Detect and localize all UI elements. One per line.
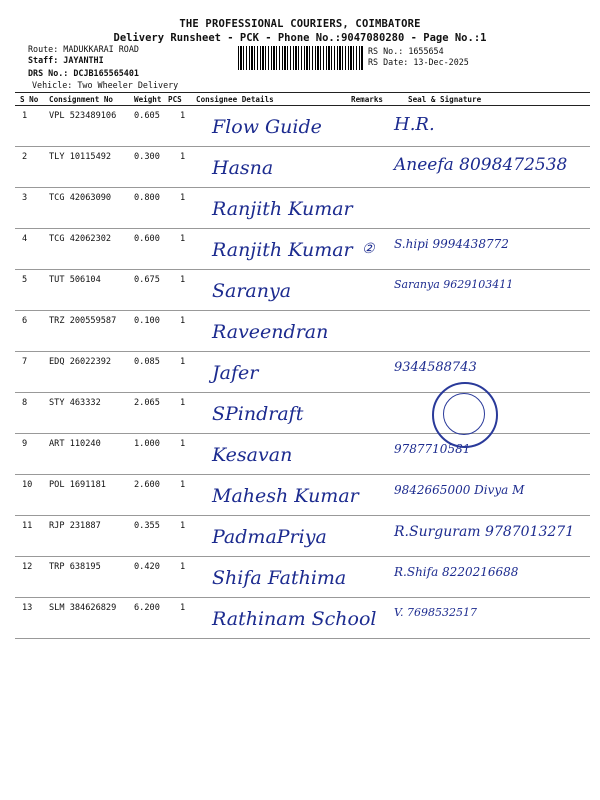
row-pcs: 1 xyxy=(180,275,186,285)
col-consignment: Consignment No xyxy=(49,95,114,104)
row-consignment-no: POL 1691181 xyxy=(49,480,106,490)
col-pcs: PCS xyxy=(168,95,182,104)
row-sno: 1 xyxy=(22,111,28,121)
row-consignee-handwriting: PadmaPriya xyxy=(212,526,327,548)
table-row xyxy=(0,352,600,393)
row-pcs: 1 xyxy=(180,439,186,449)
row-sno: 7 xyxy=(22,357,28,367)
row-consignment-no: TRP 638195 xyxy=(49,562,101,572)
table-row xyxy=(0,188,600,229)
row-consignee-handwriting: Hasna xyxy=(212,157,274,179)
table-row xyxy=(0,270,600,311)
row-consignee-handwriting: Raveendran xyxy=(212,321,329,343)
row-signature-handwriting: R.Shifa 8220216688 xyxy=(394,565,519,579)
row-sno: 8 xyxy=(22,398,28,408)
row-weight: 2.065 xyxy=(134,398,160,408)
table-row xyxy=(0,475,600,516)
row-consignment-no: TLY 10115492 xyxy=(49,152,112,162)
row-sno: 13 xyxy=(22,603,33,613)
row-sno: 6 xyxy=(22,316,28,326)
row-weight: 0.675 xyxy=(134,275,160,285)
row-consignment-no: TCG 42062302 xyxy=(49,234,112,244)
row-consignment-no: VPL 523489106 xyxy=(49,111,117,121)
table-row xyxy=(0,434,600,475)
row-signature-handwriting: Saranya 9629103411 xyxy=(394,278,514,291)
vehicle-label: Vehicle: Two Wheeler Delivery xyxy=(32,80,179,90)
row-consignee-handwriting: Saranya xyxy=(212,280,292,302)
row-sno: 9 xyxy=(22,439,28,449)
row-sno: 4 xyxy=(22,234,28,244)
row-sno: 11 xyxy=(22,521,33,531)
row-pcs: 1 xyxy=(180,480,186,490)
row-weight: 6.200 xyxy=(134,603,160,613)
row-signature-handwriting: V. 7698532517 xyxy=(394,606,477,619)
row-divider xyxy=(15,638,590,639)
row-consignee-handwriting: Kesavan xyxy=(212,444,293,466)
staff-label: Staff: JAYANTHI xyxy=(28,55,104,65)
row-consignment-no: EDQ 26022392 xyxy=(49,357,112,367)
row-pcs: 1 xyxy=(180,357,186,367)
route-label: Route: MADUKKARAI ROAD xyxy=(28,44,139,54)
row-consignment-no: STY 463332 xyxy=(49,398,101,408)
row-weight: 0.100 xyxy=(134,316,160,326)
row-signature-handwriting: S.hipi 9994438772 xyxy=(394,237,509,251)
row-pcs: 1 xyxy=(180,111,186,121)
row-sno: 12 xyxy=(22,562,33,572)
row-weight: 0.420 xyxy=(134,562,160,572)
row-pcs: 1 xyxy=(180,193,186,203)
row-weight: 0.600 xyxy=(134,234,160,244)
row-sno: 3 xyxy=(22,193,28,203)
col-weight: Weight xyxy=(134,95,162,104)
row-consignee-handwriting: Ranjith Kumar xyxy=(212,239,353,261)
row-weight: 0.300 xyxy=(134,152,160,162)
row-signature-handwriting: 9787710581 xyxy=(394,442,471,456)
table-row xyxy=(0,229,600,270)
table-row xyxy=(0,516,600,557)
row-pcs: 1 xyxy=(180,398,186,408)
row-pcs: 1 xyxy=(180,152,186,162)
seal-stamp xyxy=(432,382,498,448)
row-sno: 2 xyxy=(22,152,28,162)
row-sno: 5 xyxy=(22,275,28,285)
row-weight: 0.605 xyxy=(134,111,160,121)
row-remarks: ② xyxy=(362,241,375,257)
row-consignment-no: TUT 506104 xyxy=(49,275,101,285)
document-title: THE PROFESSIONAL COURIERS, COIMBATORE xyxy=(179,18,421,30)
col-remarks: Remarks xyxy=(351,95,384,104)
row-consignment-no: TCG 42063090 xyxy=(49,193,112,203)
rs-date: RS Date: 13-Dec-2025 xyxy=(368,57,469,67)
header-top-rule xyxy=(15,92,590,93)
rs-info xyxy=(368,46,469,68)
row-weight: 0.800 xyxy=(134,193,160,203)
row-consignee-handwriting: SPindraft xyxy=(212,403,304,425)
row-sno: 10 xyxy=(22,480,33,490)
row-pcs: 1 xyxy=(180,562,186,572)
row-consignment-no: TRZ 200559587 xyxy=(49,316,117,326)
row-weight: 1.000 xyxy=(134,439,160,449)
row-pcs: 1 xyxy=(180,234,186,244)
row-consignee-handwriting: Mahesh Kumar xyxy=(212,485,359,507)
row-consignee-handwriting: Rathinam School xyxy=(212,608,377,630)
row-consignment-no: ART 110240 xyxy=(49,439,101,449)
row-consignee-handwriting: Ranjith Kumar xyxy=(212,198,353,220)
table-row xyxy=(0,311,600,352)
row-weight: 0.355 xyxy=(134,521,160,531)
table-row xyxy=(0,598,600,639)
row-signature-handwriting: 9344588743 xyxy=(394,360,477,375)
row-consignee-handwriting: Flow Guide xyxy=(212,116,322,138)
row-pcs: 1 xyxy=(180,521,186,531)
row-consignee-handwriting: Jafer xyxy=(212,362,259,384)
row-signature-handwriting: R.Surguram 9787013271 xyxy=(394,524,575,540)
row-weight: 2.600 xyxy=(134,480,160,490)
row-weight: 0.085 xyxy=(134,357,160,367)
table-row xyxy=(0,557,600,598)
rs-number: RS No.: 1655654 xyxy=(368,46,444,56)
row-pcs: 1 xyxy=(180,316,186,326)
document-subtitle: Delivery Runsheet - PCK - Phone No.:9047080280 - Page No.:1 xyxy=(113,32,487,44)
table-row xyxy=(0,106,600,147)
row-pcs: 1 xyxy=(180,603,186,613)
row-signature-handwriting: Aneefa 8098472538 xyxy=(394,155,568,175)
barcode-icon xyxy=(238,46,364,70)
row-signature-handwriting: 9842665000 Divya M xyxy=(394,483,525,497)
row-signature-handwriting: H.R. xyxy=(394,114,435,135)
table-row xyxy=(0,393,600,434)
row-consignee-handwriting: Shifa Fathima xyxy=(212,567,347,589)
row-consignment-no: SLM 384626829 xyxy=(49,603,117,613)
col-consignee: Consignee Details xyxy=(196,95,274,104)
table-row xyxy=(0,147,600,188)
col-signature: Seal & Signature xyxy=(408,95,482,104)
row-consignment-no: RJP 231887 xyxy=(49,521,101,531)
drs-number: DRS No.: DCJB165565401 xyxy=(28,68,139,78)
col-sno: S No xyxy=(20,95,39,104)
